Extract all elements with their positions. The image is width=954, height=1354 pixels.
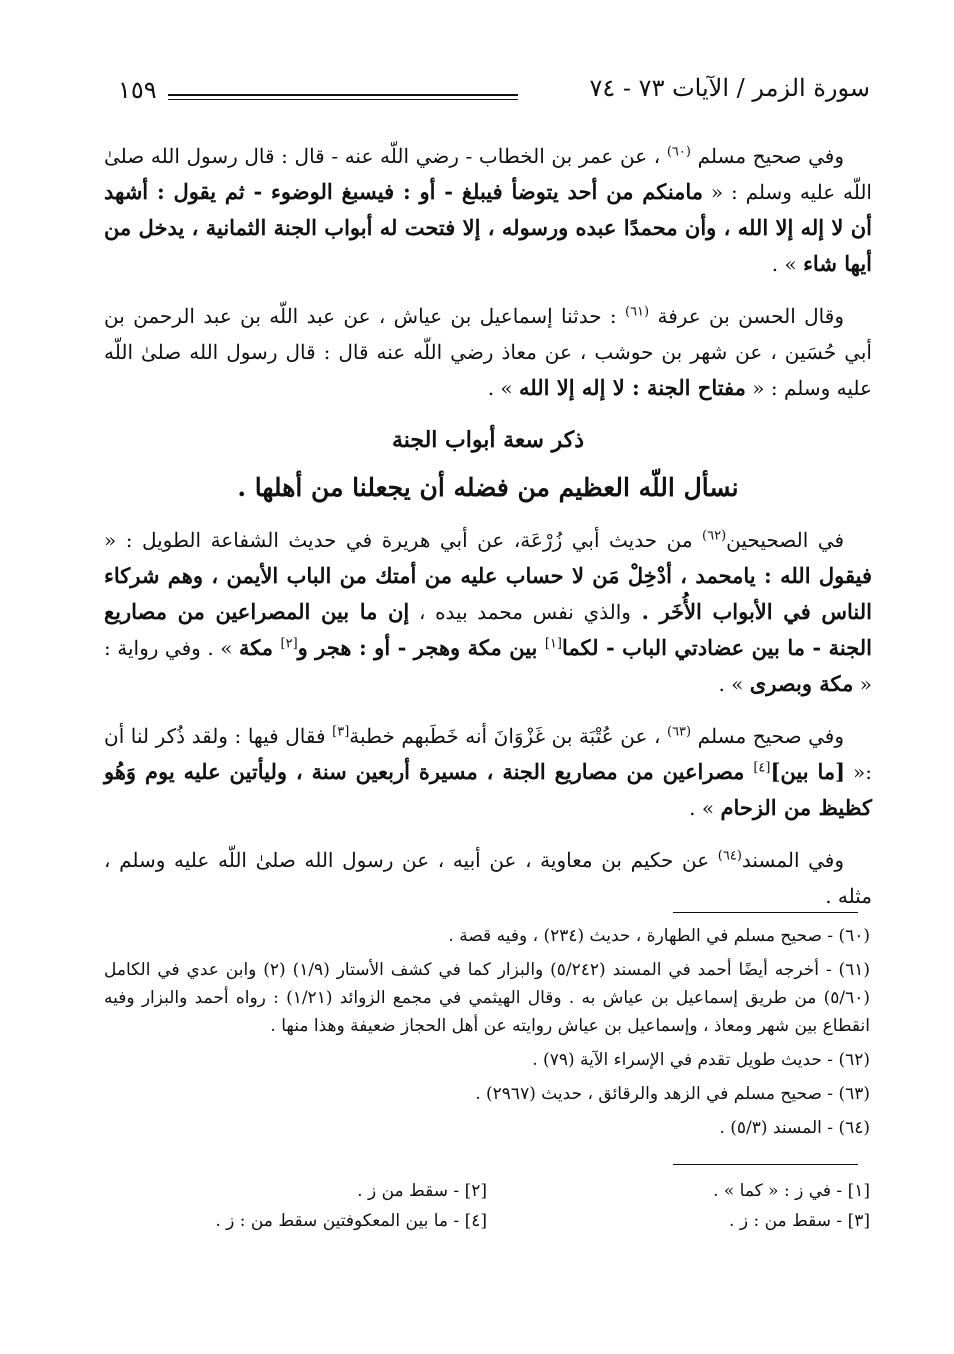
- text: » .: [487, 376, 520, 400]
- text: عن حكيم بن معاوية ، عن أبيه ، عن رسول الله صلىٰ اللّه عليه وسلم ، مثله .: [104, 848, 872, 908]
- text: وفي المسند: [741, 848, 845, 872]
- footnote-ref: (٦٤): [717, 848, 742, 864]
- footnote-64: (٦٤) - المسند (٥/٣) .: [719, 1118, 870, 1138]
- variant-notes: [104, 1176, 870, 1236]
- section-subheading: نسأل اللّه العظيم من فضله أن يجعلنا من أهلها .: [237, 473, 739, 502]
- footnote-ref: (٦٣): [666, 724, 692, 740]
- variant-row: [104, 1176, 870, 1206]
- text: ، عن عُتْبَة بن غَزْوَانَ أنه خَطَبهم خطبة: [349, 724, 661, 748]
- variant-row: [104, 1206, 870, 1236]
- main-text: [104, 138, 872, 930]
- variant-note-3: [٣] - سقط من : ز .: [729, 1211, 870, 1231]
- paragraph-3: [104, 522, 872, 702]
- variants-separator: [673, 1164, 858, 1165]
- hadith-text: مكة وبصرى: [749, 671, 854, 696]
- hadith-text: [ما بين]: [770, 759, 846, 784]
- text: : حدثنا إسماعيل بن عياش ، عن عبد اللّه بن عبد الرحمن بن أبي حُسَين ، عن شهر بن حوشب ، عن معاذ رضي اللّه عنه قال : قال رسول الله صلىٰ اللّه عليه وسلم : «: [104, 304, 872, 400]
- variant-note-2: [٢] - سقط من ز .: [357, 1181, 487, 1201]
- variant-ref: [٤]: [753, 760, 771, 776]
- paragraph-2: [104, 298, 872, 406]
- text: فقال فيها : ولقد ذُكر لنا أن :«: [104, 724, 872, 784]
- section-heading: ذكر سعة أبواب الجنة: [391, 427, 585, 453]
- footnotes: [104, 922, 870, 1148]
- running-title: سورة الزمر / الآيات ٧٣ - ٧٤: [589, 74, 870, 102]
- footnote-63: (٦٣) - صحيح مسلم في الزهد والرقائق ، حديث (٢٩٦٧) .: [475, 1084, 870, 1104]
- page-header: [100, 70, 870, 120]
- text: وفي صحيح مسلم: [697, 724, 844, 748]
- text: وفي صحيح مسلم: [697, 144, 845, 168]
- text: » . وفي رواية : «: [104, 636, 872, 696]
- hadith-text: مصراعين من مصاريع الجنة ، مسيرة أربعين سنة ، وليأتين عليه يوم وَهُو كظيظ من الزحام: [104, 759, 872, 820]
- hadith-text: إن ما بين المصراعين من مصاريع الجنة - ما بين عضادتي الباب - لكما: [104, 599, 872, 660]
- footnote-61: (٦١) - أخرجه أيضًا أحمد في المسند (٥/٢٤٢) والبزار كما في كشف الأستار (١/٩) (٢) وابن عدي في الكامل (٥/٦٠) من طريق إسماعيل بن عياش به . وقال الهيثمي في مجمع الزوائد (١/٢١) : رواه أحمد والبزار وفيه انقطاع بين شهر ومعاذ ، وإسماعيل بن عياش روايته عن أهل الحجاز ضعيفة وهذا منها .: [104, 960, 870, 1036]
- footnote-ref: (٦٢): [702, 528, 727, 544]
- text: وقال الحسن بن عرفة: [657, 304, 844, 328]
- footnote-60: (٦٠) - صحيح مسلم في الطهارة ، حديث (٢٣٤) ، وفيه قصة .: [448, 926, 870, 946]
- footnote-ref: (٦١): [625, 304, 650, 320]
- paragraph-5: [104, 842, 872, 914]
- variant-ref: [٣]: [332, 724, 350, 740]
- hadith-text: مامنكم من أحد يتوضأ فيبلغ - أو : فيسبغ الوضوء - ثم يقول : أشهد أن لا إله إلا الله ، وأن محمدًا عبده ورسوله ، إلا فتحت له أبواب الجنة الثمانية ، يدخل من أيها شاء: [104, 179, 872, 276]
- variant-ref: [١]: [544, 636, 562, 652]
- text: من حديث أبي زُرْعَة، عن أبي هريرة في حديث الشفاعة الطويل : «: [104, 528, 693, 552]
- hadith-text: فيقول الله : يامحمد ، أدْخِلْ مَن لا حساب عليه من أمتك من الباب الأيمن ، وهم شركاء الناس في الأبواب الأُخَر .: [104, 563, 872, 624]
- header-rule: [168, 94, 518, 100]
- footnote-ref: (٦٠): [666, 144, 691, 160]
- paragraph-4: [104, 718, 872, 826]
- text: » .: [689, 796, 721, 820]
- text: في الصحيحين: [726, 528, 845, 552]
- variant-note-4: [٤] - ما بين المعكوفتين سقط من : ز .: [215, 1211, 487, 1231]
- footnote-separator: [673, 912, 858, 913]
- footnote-62: (٦٢) - حديث طويل تقدم في الإسراء الآية (٧٩) .: [532, 1050, 870, 1070]
- hadith-text: مكة: [238, 635, 281, 660]
- page-number: ١٥٩: [118, 76, 157, 104]
- text: » .: [771, 252, 804, 276]
- text: » .: [718, 672, 750, 696]
- text: والذي نفس محمد بيده ،: [409, 600, 631, 624]
- hadith-text: بين مكة وهجر - أو : هجر و: [297, 635, 545, 660]
- hadith-text: مفتاح الجنة : لا إله إلا الله: [519, 375, 746, 400]
- variant-note-1: [١] - في ز : « كما » .: [713, 1181, 870, 1201]
- variant-ref: [٢]: [280, 636, 298, 652]
- text: ، عن عمر بن الخطاب - رضي اللّه عنه - قال : قال رسول الله صلىٰ اللّه عليه وسلم : «: [104, 144, 872, 204]
- paragraph-1: [104, 138, 872, 282]
